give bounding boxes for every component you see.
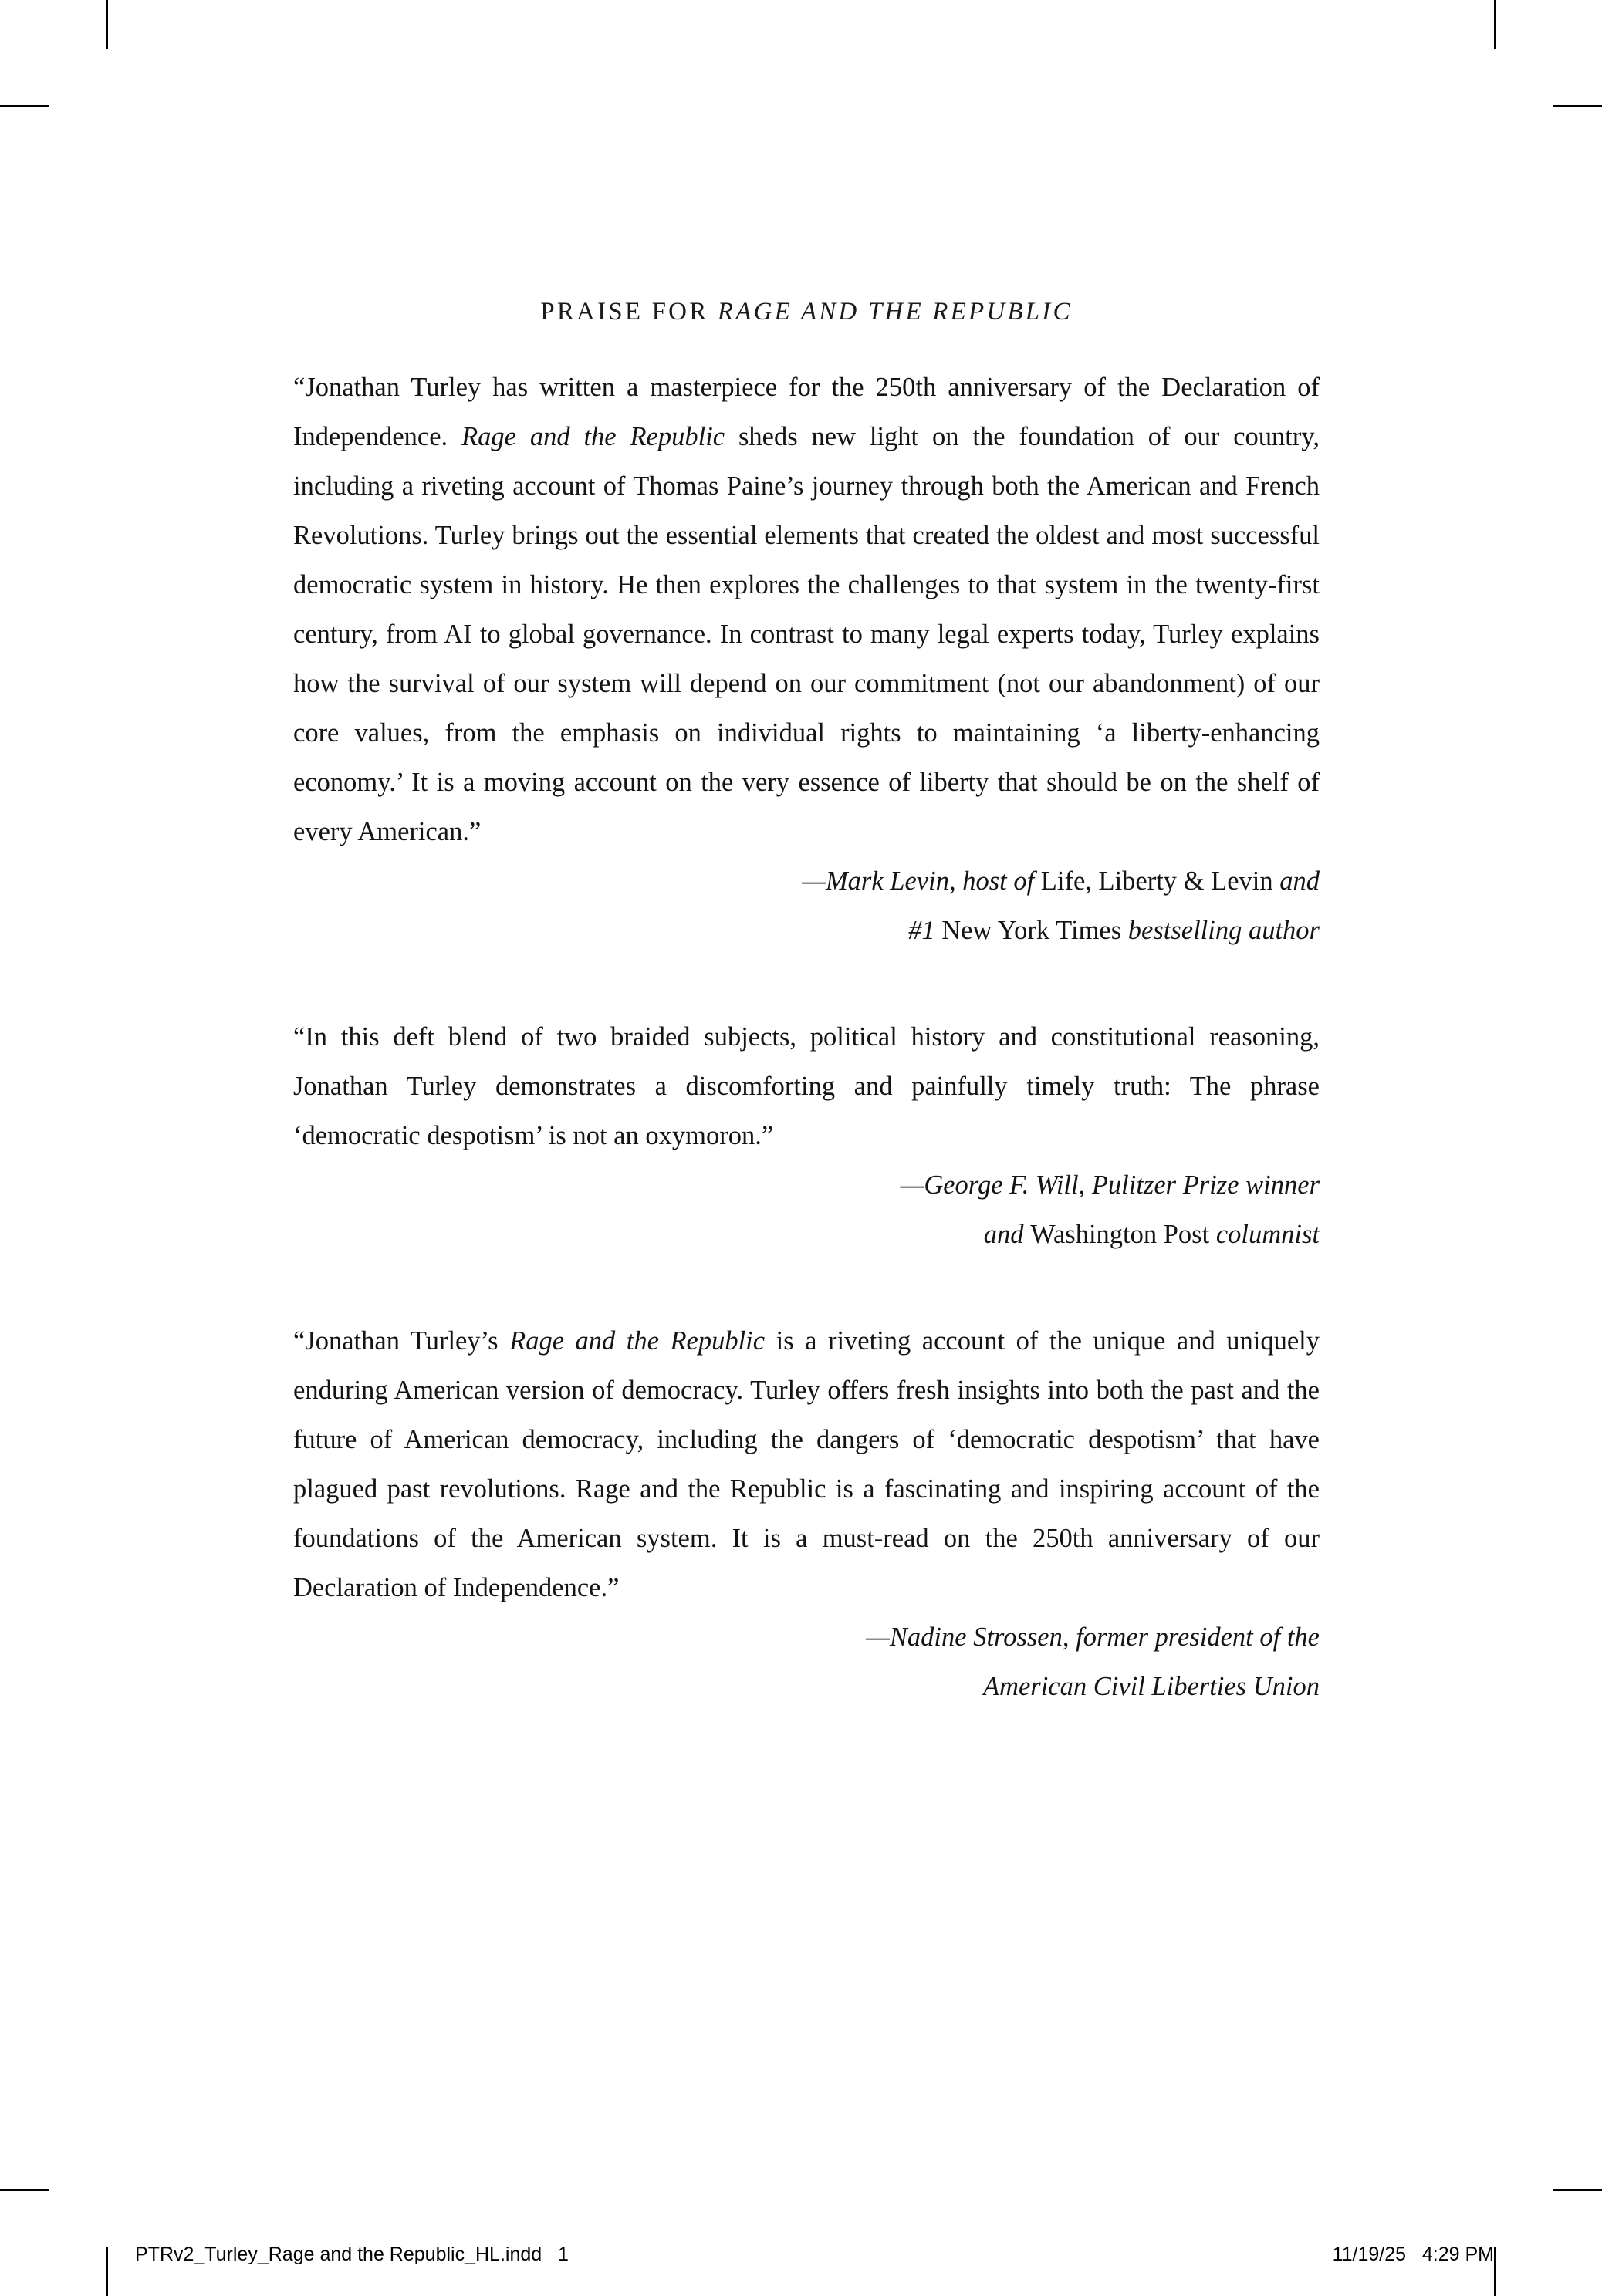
attribution-credential: columnist: [1209, 1220, 1320, 1249]
praise-blurb: [293, 363, 1320, 955]
attribution-credential: bestselling author: [1121, 916, 1320, 945]
blurb-quote-part-1: “Jonathan Turley has written a masterpiece for the 250th anniversary of the Declaration of Independence.: [293, 373, 1320, 451]
attribution-rank: #1: [908, 916, 942, 945]
crop-mark-top-right-vertical: [1494, 0, 1496, 49]
attribution-name: —Mark Levin, host of: [802, 866, 1041, 896]
page-title-prefix: PRAISE FOR: [540, 298, 718, 326]
attribution-name: —George F. Will, Pulitzer Prize winner: [900, 1170, 1320, 1200]
blurb-attribution-line-2: [293, 1210, 1320, 1259]
blurb-quote-part-1: “Jonathan Turley’s: [293, 1326, 510, 1356]
blurb-quote-work-title: Rage and the Republic: [461, 422, 725, 451]
blurb-attribution-line-2: [293, 1662, 1320, 1711]
slug-filename: PTRv2_Turley_Rage and the Republic_HL.indd 1: [135, 2244, 569, 2265]
crop-mark-top-left-vertical: [106, 0, 108, 49]
attribution-publication: Washington Post: [1030, 1220, 1210, 1249]
praise-blurb-list: [293, 363, 1320, 1711]
blurb-attribution-line-2: [293, 906, 1320, 955]
praise-blurb: [293, 1316, 1320, 1711]
blurb-quote-part-2: sheds new light on the foundation of our country, including a riveting account of Thomas Paine’s journey through both the American and French Revolutions. Turley brings out the essential elements that created the oldest and most successful democratic system in history. He then explores the challenges to that system in the twenty-first century, from AI to global governance. In contrast to many legal experts today, Turley explains how the survival of our system will depend on our commitment (not our abandonment) of our core values, from the emphasis on individual rights to maintaining ‘a liberty-enhancing economy.’ It is a moving account on the very essence of liberty that should be on the shelf of every American.”: [293, 422, 1320, 846]
attribution-conjunction: and: [1272, 866, 1320, 896]
blurb-attribution-line-1: [293, 856, 1320, 906]
page-title: [293, 298, 1320, 326]
page-title-book: RAGE AND THE REPUBLIC: [717, 298, 1073, 326]
attribution-program-title: Life, Liberty & Levin: [1040, 866, 1273, 896]
slug-datestamp: 11/19/25 4:29 PM: [1332, 2244, 1494, 2265]
blurb-quote: [293, 1316, 1320, 1612]
blurb-attribution-line-1: [293, 1612, 1320, 1662]
crop-mark-bottom-right-horizontal: [1553, 2189, 1602, 2191]
crop-mark-top-right-horizontal: [1553, 105, 1602, 107]
blurb-quote: [293, 1012, 1320, 1160]
blurb-quote-part-2: is a riveting account of the unique and uniquely enduring American version of democracy. Turley offers fresh insights into both the past and the future of American democracy, including the dangers of ‘democratic despotism’ that have plagued past revolutions. Rage and the Republic is a fascinating and inspiring account of the foundations of the American system. It is a must-read on the 250th anniversary of our Declaration of Independence.”: [293, 1326, 1320, 1602]
attribution-organization: American Civil Liberties Union: [982, 1672, 1320, 1701]
crop-mark-top-left-horizontal: [0, 105, 49, 107]
printer-slug: [0, 2237, 1602, 2273]
crop-mark-bottom-left-horizontal: [0, 2189, 49, 2191]
attribution-rank: and: [983, 1220, 1031, 1249]
praise-blurb: [293, 1012, 1320, 1259]
attribution-name: —Nadine Strossen, former president of the: [866, 1622, 1320, 1652]
blurb-quote: [293, 363, 1320, 856]
blurb-attribution-line-1: [293, 1160, 1320, 1210]
attribution-publication: New York Times: [941, 916, 1122, 945]
blurb-quote-work-title: Rage and the Republic: [509, 1326, 766, 1356]
blurb-quote-part-1: “In this deft blend of two braided subjects, political history and constitutional reasoning, Jonathan Turley demonstrates a discomforting and painfully timely truth: The phrase ‘democratic despotism’ is not an oxymoron.”: [293, 1022, 1320, 1150]
